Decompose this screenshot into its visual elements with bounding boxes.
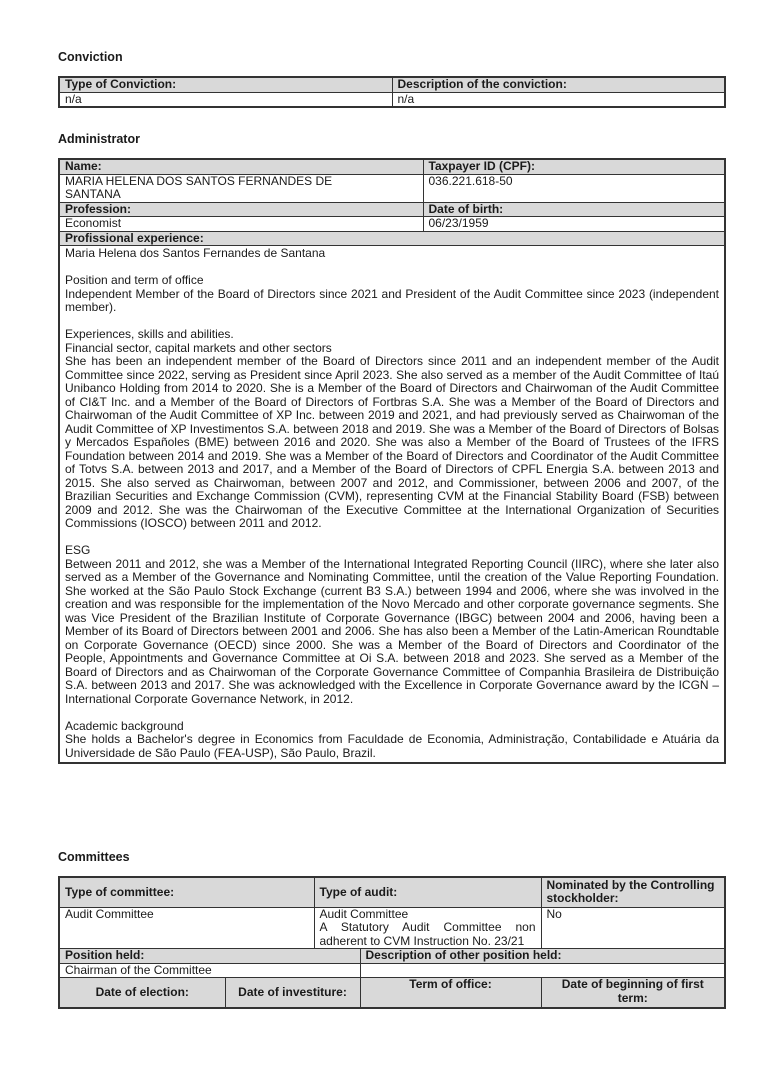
profession-value: Economist [59, 217, 423, 232]
esg-text: Between 2011 and 2012, she was a Member of the International Integrated Reporting Council (IIRC), where she later also served as a Member of the Governance and Nominating Committee, until the creation of the Value Reporting Foundation. She worked at the São Paulo Stock Exchange (current B3 S.A.) between 1994 and 2006, where she was involved in the creation and was responsible for the implementation of the Novo Mercado and other corporate governance segments. She was Vice President of the Brazilian Institute of Corporate Governance (IBGC) between 2004 and 2006, having been a Member of its Board of Directors between 2001 and 2006. She has also been a Member of the Latin-American Roundtable on Corporate Governance (OECD) since 2000. She was a Member of the Board of Directors and Coordinator of the People, Appointments and Governance Committee at Oi S.A. between 2018 and 2023. She served as a Member of the Board of Directors and as Chairwoman of the Corporate Governance Committee of Companhia Brasileira de Distribuição S.A. between 2013 and 2017. She was acknowledged with the Excellence in Corporate Governance award by the ICGN – International Corporate Governance Network, in 2012. [65, 556, 719, 706]
experience-label: Profissional experience: [59, 231, 725, 246]
election-date-label: Date of election: [59, 978, 225, 1008]
nominated-value: No [541, 907, 725, 949]
academic-text: She holds a Bachelor's degree in Economics from Faculdade de Economia, Administração, Contabilidade e Atuária da Universidade de São Paulo (FEA-USP), São Paulo, Brazil. [65, 732, 719, 760]
position-held-label: Position held: [59, 949, 360, 964]
type-committee-label: Type of committee: [59, 877, 314, 907]
nominated-label: Nominated by the Controlling stockholder: [541, 877, 725, 907]
name-value: MARIA HELENA DOS SANTOS FERNANDES DE SANTANA [59, 174, 423, 202]
conviction-table [58, 76, 726, 108]
cpf-label: Taxpayer ID (CPF): [423, 159, 725, 174]
position-text: Independent Member of the Board of Directors since 2021 and President of the Audit Committee since 2023 (independent member). [65, 286, 719, 314]
first-term-date-label: Date of beginning of first term: [541, 978, 725, 1008]
term-of-office-label: Term of office: [360, 978, 541, 1008]
other-position-label: Description of other position held: [360, 949, 725, 964]
skills-text: She has been an independent member of the Board of Directors since 2011 and an independent member of the Audit Committee since 2022, serving as President since April 2023. She also served as a member of the Audit Committee of Itaú Unibanco Holding from 2014 to 2020. She is a Member of the Board of Directors and Chairwoman of the Audit Committee of CI&T Inc. and a Member of the Board of Directors of Fortbras S.A. She was a Member of the Board of Directors and Chairwoman of the Audit Committee of XP Inc. between 2019 and 2021, and had previously served as Chairwoman of the Audit Committee of XP Investimentos S.A. between 2018 and 2019. She was a Member of the Board of Directors of Bolsas y Mercados Españoles (BME) between 2016 and 2020. She was also a Member of the Board of Trustees of the IFRS Foundation between 2014 and 2019. She was a Member of the Board of Directors and Coordinator of the Audit Committee of Totvs S.A. between 2013 and 2017, and a Member of the Board of Directors of CPFL Energia S.A. between 2013 and 2015. She also served as Chairwoman, between 2007 and 2012, and Commissioner, between 2006 and 2007, of the Brazilian Securities and Exchange Commission (CVM), representing CVM at the Financial Stability Board (FSB) between 2009 and 2012. She was the Chairwoman of the Executive Committee at the International Organization of Securities Commissions (IOSCO) between 2011 and 2012. [65, 354, 719, 530]
experience-name-line: Maria Helena dos Santos Fernandes de Santana [65, 246, 326, 260]
committees-table [58, 876, 726, 1009]
name-label: Name: [59, 159, 423, 174]
type-audit-label: Type of audit: [314, 877, 541, 907]
conviction-type-label: Type of Conviction: [59, 77, 392, 92]
type-audit-value-line1: Audit Committee [319, 906, 409, 921]
experience-content [59, 246, 725, 764]
investiture-date-label: Date of investiture: [225, 978, 360, 1008]
cpf-value: 036.221.618-50 [423, 174, 725, 202]
other-position-value [360, 963, 725, 978]
type-audit-value-line2: A Statutory Audit Committee non adherent to CVM Instruction No. 23/21 [319, 920, 536, 948]
conviction-description-value: n/a [392, 92, 725, 107]
conviction-description-label: Description of the conviction: [392, 77, 725, 92]
conviction-section-title: Conviction [58, 50, 123, 64]
administrator-section-title: Administrator [58, 132, 140, 146]
position-heading: Position and term of office [65, 273, 204, 287]
skills-subheading: Financial sector, capital markets and other sectors [65, 340, 332, 355]
esg-heading: ESG [65, 543, 91, 557]
academic-heading: Academic background [65, 718, 184, 733]
dob-value: 06/23/1959 [423, 217, 725, 232]
type-audit-value [314, 907, 541, 949]
profession-label: Profession: [59, 202, 423, 217]
dob-label: Date of birth: [423, 202, 725, 217]
type-committee-value: Audit Committee [59, 907, 314, 949]
conviction-type-value: n/a [59, 92, 392, 107]
administrator-table [58, 158, 726, 764]
skills-heading: Experiences, skills and abilities. [65, 327, 234, 341]
committees-section-title: Committees [58, 850, 130, 864]
position-held-value: Chairman of the Committee [59, 963, 360, 978]
